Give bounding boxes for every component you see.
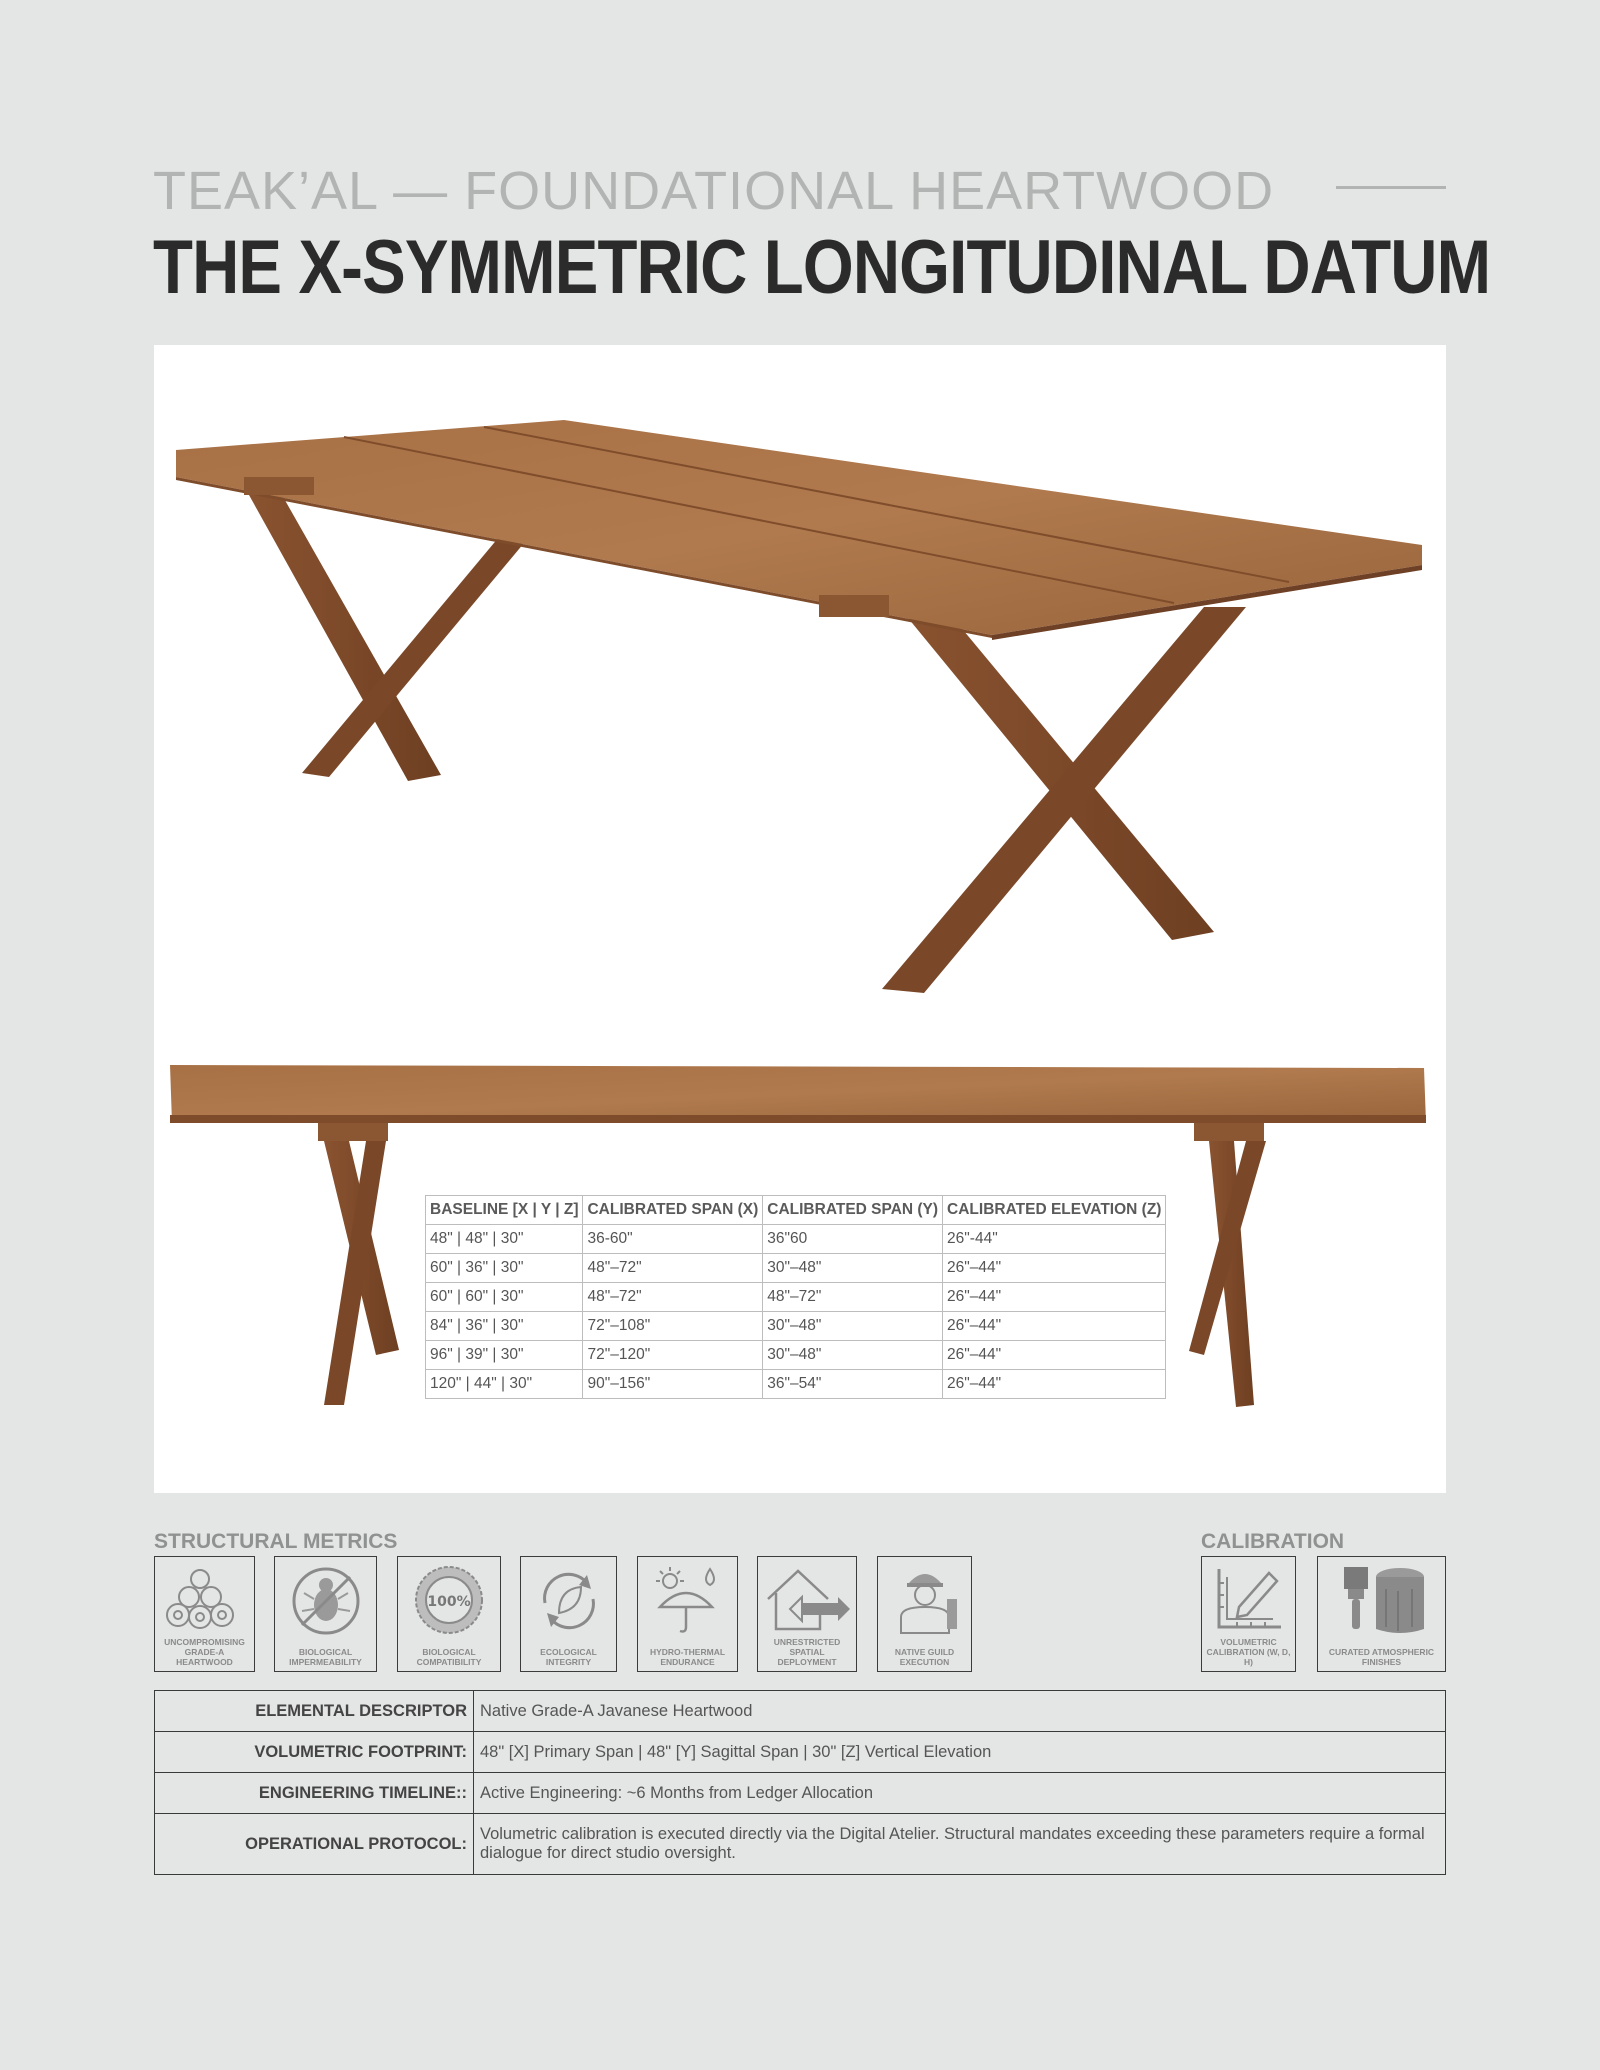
eyebrow-rule — [1336, 186, 1446, 189]
metric-tile-guild — [877, 1556, 972, 1672]
size-cell: 72"–120" — [583, 1341, 763, 1370]
metric-tile-impermeability — [274, 1556, 377, 1672]
metric-tile-endurance — [637, 1556, 738, 1672]
brand-eyebrow: TEAK’AL — FOUNDATIONAL HEARTWOOD — [153, 161, 1275, 221]
size-cell: 36"60 — [763, 1225, 943, 1254]
metric-tile-compatibility — [397, 1556, 501, 1672]
sun-rain-umbrella-icon — [646, 1563, 730, 1637]
spec-value: Active Engineering: ~6 Months from Ledger Allocation — [474, 1773, 1446, 1814]
metric-caption: BIOLOGICAL IMPERMEABILITY — [289, 1647, 362, 1667]
size-table — [425, 1195, 1166, 1399]
spec-label: ELEMENTAL DESCRIPTOR — [155, 1691, 474, 1732]
size-cell: 84" | 36" | 30" — [426, 1312, 583, 1341]
table-row — [426, 1341, 1166, 1370]
table-row — [426, 1225, 1166, 1254]
brush-wood-icon — [1332, 1563, 1432, 1637]
table-row — [426, 1254, 1166, 1283]
hypoallergenic-seal-icon — [407, 1563, 491, 1637]
table-row — [155, 1732, 1446, 1773]
size-cell: 26"–44" — [943, 1341, 1166, 1370]
metric-caption: UNCOMPROMISING GRADE-A HEARTWOOD — [164, 1637, 245, 1667]
size-cell: 36"–54" — [763, 1370, 943, 1399]
size-cell: 36-60" — [583, 1225, 763, 1254]
spec-label: VOLUMETRIC FOOTPRINT: — [155, 1732, 474, 1773]
metric-caption: UNRESTRICTED SPATIAL DEPLOYMENT — [773, 1637, 841, 1667]
table-row — [426, 1312, 1166, 1341]
size-cell: 30"–48" — [763, 1312, 943, 1341]
ruler-pencil-icon — [1209, 1563, 1289, 1637]
recycle-leaf-icon — [529, 1563, 609, 1637]
table-row — [426, 1283, 1166, 1312]
size-cell: 30"–48" — [763, 1341, 943, 1370]
size-cell: 26"–44" — [943, 1312, 1166, 1341]
size-cell: 96" | 39" | 30" — [426, 1341, 583, 1370]
spec-value: 48" [X] Primary Span | 48" [Y] Sagittal Span | 30" [Z] Vertical Elevation — [474, 1732, 1446, 1773]
spec-value: Native Grade-A Javanese Heartwood — [474, 1691, 1446, 1732]
size-cell: 48" | 48" | 30" — [426, 1225, 583, 1254]
house-arrow-icon — [762, 1563, 852, 1637]
size-cell: 120" | 44" | 30" — [426, 1370, 583, 1399]
calibration-tile-volumetric — [1201, 1556, 1296, 1672]
craftsman-icon — [885, 1563, 965, 1637]
page-title: THE X-SYMMETRIC LONGITUDINAL DATUM — [153, 225, 1491, 310]
spec-label: ENGINEERING TIMELINE:: — [155, 1773, 474, 1814]
specs-table — [154, 1690, 1446, 1875]
metric-tile-ecological — [520, 1556, 617, 1672]
spec-value: Volumetric calibration is executed directly via the Digital Atelier. Structural mandates exceeding these parameters require a formal dialogue for direct studio oversight. — [474, 1814, 1446, 1875]
spec-label: OPERATIONAL PROTOCOL: — [155, 1814, 474, 1875]
metric-caption: ECOLOGICAL INTEGRITY — [540, 1647, 597, 1667]
metric-tile-deployment — [757, 1556, 857, 1672]
seal-text: 100% — [427, 1594, 471, 1610]
metric-caption: BIOLOGICAL COMPATIBILITY — [416, 1647, 482, 1667]
size-cell: 30"–48" — [763, 1254, 943, 1283]
calibration-tile-finishes — [1317, 1556, 1446, 1672]
size-table-header-row — [426, 1196, 1166, 1225]
size-cell: 26"–44" — [943, 1283, 1166, 1312]
structural-metrics-label: STRUCTURAL METRICS — [154, 1530, 398, 1553]
table-perspective-view — [176, 420, 1422, 993]
table-row — [426, 1370, 1166, 1399]
size-table-header: CALIBRATED ELEVATION (Z) — [943, 1196, 1166, 1225]
size-table-header: BASELINE [X | Y | Z] — [426, 1196, 583, 1225]
size-cell: 48"–72" — [583, 1254, 763, 1283]
size-cell: 90"–156" — [583, 1370, 763, 1399]
metric-tile-heartwood — [154, 1556, 255, 1672]
calibration-label: CALIBRATION — [1201, 1530, 1345, 1553]
size-table-header: CALIBRATED SPAN (Y) — [763, 1196, 943, 1225]
size-table-header: CALIBRATED SPAN (X) — [583, 1196, 763, 1225]
size-cell: 60" | 36" | 30" — [426, 1254, 583, 1283]
size-cell: 26"-44" — [943, 1225, 1166, 1254]
metric-caption: NATIVE GUILD EXECUTION — [894, 1647, 955, 1667]
calibration-caption: CURATED ATMOSPHERIC FINISHES — [1328, 1647, 1435, 1667]
calibration-caption: VOLUMETRIC CALIBRATION (W, D, H) — [1206, 1637, 1291, 1667]
metric-caption: HYDRO-THERMAL ENDURANCE — [649, 1647, 726, 1667]
no-bug-icon — [284, 1563, 368, 1637]
size-cell: 26"–44" — [943, 1370, 1166, 1399]
log-stack-icon — [160, 1563, 250, 1637]
size-cell: 48"–72" — [763, 1283, 943, 1312]
size-cell: 48"–72" — [583, 1283, 763, 1312]
product-photo-panel — [154, 345, 1446, 1493]
table-row — [155, 1814, 1446, 1875]
size-cell: 26"–44" — [943, 1254, 1166, 1283]
table-row — [155, 1691, 1446, 1732]
size-cell: 72"–108" — [583, 1312, 763, 1341]
table-row — [155, 1773, 1446, 1814]
size-cell: 60" | 60" | 30" — [426, 1283, 583, 1312]
